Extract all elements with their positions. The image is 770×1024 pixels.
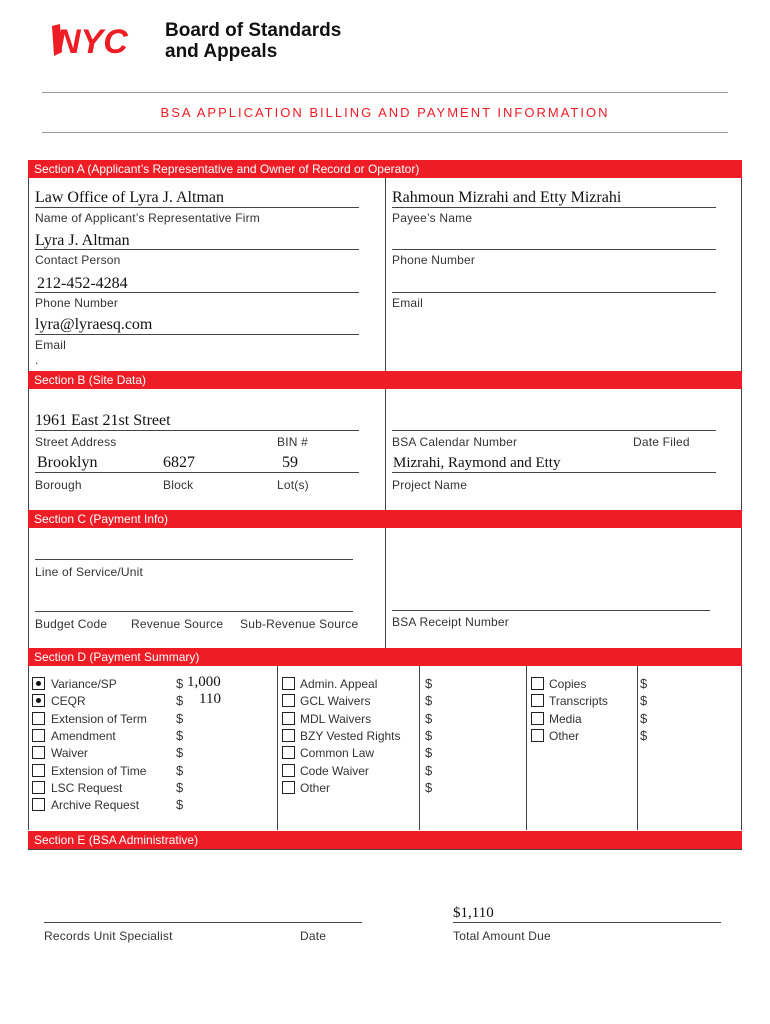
dollar-sign: $ [425, 762, 433, 778]
checkbox[interactable] [32, 712, 45, 725]
firm-name-label: Name of Applicant’s Representative Firm [35, 211, 261, 225]
borough-label: Borough [35, 478, 82, 492]
checkbox-label: Other [300, 780, 331, 795]
checkbox[interactable] [531, 712, 544, 725]
calendar-number-line[interactable] [392, 430, 716, 431]
checkbox-label: Admin. Appeal [300, 677, 378, 691]
records-specialist-line[interactable] [44, 922, 362, 923]
section-b-divider [385, 389, 386, 510]
checkbox[interactable] [531, 694, 544, 707]
total-amount-label: Total Amount Due [453, 929, 551, 943]
page-title: BSA APPLICATION BILLING AND PAYMENT INFORMATION [160, 105, 610, 120]
checkbox[interactable] [282, 677, 295, 690]
dollar-sign: $ [176, 727, 184, 743]
checkbox-label: Amendment [51, 728, 116, 743]
dollar-sign: $ [176, 676, 184, 691]
checkbox[interactable] [32, 798, 45, 811]
dollar-sign: $ [425, 693, 433, 709]
checkbox-label: Common Law [300, 746, 375, 761]
line-of-service-line[interactable] [35, 559, 353, 560]
dollar-sign: $ [176, 745, 184, 761]
records-specialist-label: Records Unit Specialist [44, 929, 173, 943]
section-e-box-top [28, 849, 742, 850]
checkbox[interactable] [32, 746, 45, 759]
dollar-sign: $ [640, 676, 648, 691]
borough-block-lot-line [35, 472, 359, 473]
line-of-service-label: Line of Service/Unit [35, 565, 144, 579]
title-bottom-rule [42, 132, 728, 133]
project-name-value[interactable]: Mizrahi, Raymond and Etty [393, 455, 561, 471]
phone-value[interactable]: 212-452-4284 [37, 275, 128, 292]
checkbox[interactable] [32, 677, 45, 690]
checkbox-label: BZY Vested Rights [300, 728, 401, 743]
contact-person-value[interactable]: Lyra J. Altman [35, 232, 130, 249]
checkbox[interactable] [282, 781, 295, 794]
dollar-sign: $ [176, 779, 184, 795]
checkbox[interactable] [32, 764, 45, 777]
checkbox-label: Extension of Term [51, 711, 147, 726]
budget-code-line[interactable] [35, 611, 353, 612]
revenue-source-label: Revenue Source [131, 617, 224, 631]
block-label: Block [163, 478, 194, 492]
contact-person-line [35, 249, 359, 250]
dollar-sign: $ [640, 693, 648, 709]
section-d-divider-4 [637, 666, 638, 830]
email-label: Email [35, 338, 67, 352]
calendar-number-label: BSA Calendar Number [392, 435, 518, 449]
checkbox[interactable] [282, 712, 295, 725]
checkbox[interactable] [32, 729, 45, 742]
dollar-sign: $ [425, 779, 433, 795]
amount-value[interactable]: 110 [199, 691, 221, 708]
section-c-heading: Section C (Payment Info) [28, 510, 742, 528]
receipt-number-label: BSA Receipt Number [392, 615, 509, 629]
nyc-logo-graphic [52, 22, 158, 60]
payee-phone-label: Phone Number [392, 253, 476, 267]
org-name-line2: and Appeals [165, 41, 278, 62]
date-filed-label: Date Filed [633, 435, 690, 449]
dollar-sign: $ [176, 797, 184, 813]
checkbox-label: Waiver [51, 746, 88, 761]
dollar-sign: $ [425, 676, 433, 691]
section-d-divider-3 [526, 666, 527, 830]
checkbox-label: Variance/SP [51, 677, 117, 691]
section-d-divider-1 [277, 666, 278, 830]
section-d-divider-2 [419, 666, 420, 830]
street-address-label: Street Address [35, 435, 117, 449]
checkbox[interactable] [282, 729, 295, 742]
dollar-sign: $ [640, 710, 648, 726]
payee-email-line[interactable] [392, 292, 716, 293]
checkbox-label: Extension of Time [51, 763, 147, 778]
firm-name-line [35, 207, 359, 208]
payee-email-label: Email [392, 296, 424, 310]
checkbox-label: Code Waiver [300, 763, 369, 778]
nyc-logo [52, 22, 158, 60]
section-a-heading: Section A (Applicant’s Representative and Owner of Record or Operator) [28, 160, 742, 178]
section-a-divider [385, 178, 386, 371]
amount-value[interactable]: 1,000 [187, 674, 221, 690]
phone-line [35, 292, 359, 293]
checkbox-label: Other [549, 728, 580, 743]
borough-value[interactable]: Brooklyn [37, 454, 98, 471]
section-e-heading: Section E (BSA Administrative) [28, 831, 742, 849]
dollar-sign: $ [176, 710, 184, 726]
street-address-line [35, 430, 359, 431]
lot-label: Lot(s) [277, 478, 309, 492]
section-b-heading: Section B (Site Data) [28, 371, 742, 389]
checkbox-label: CEQR [51, 694, 86, 709]
org-name-line1: Board of Standards [165, 20, 342, 41]
checkbox[interactable] [32, 694, 45, 707]
block-value[interactable]: 6827 [163, 454, 195, 471]
section-c-divider [385, 528, 386, 648]
payee-name-line [392, 207, 716, 208]
phone-label: Phone Number [35, 296, 119, 310]
dollar-sign: $ [425, 727, 433, 743]
street-address-value[interactable]: 1961 East 21st Street [35, 412, 171, 429]
checkbox[interactable] [32, 781, 45, 794]
checkbox-label: Archive Request [51, 798, 140, 813]
payee-name-label: Payee’s Name [392, 211, 473, 225]
payee-name-value[interactable]: Rahmoun Mizrahi and Etty Mizrahi [392, 189, 622, 206]
date-label: Date [300, 929, 327, 943]
total-amount-value[interactable]: $1,110 [453, 905, 494, 921]
checkbox[interactable] [282, 746, 295, 759]
project-name-label: Project Name [392, 478, 468, 492]
project-name-line [392, 472, 716, 473]
dollar-sign: $ [640, 727, 648, 743]
stray-dot: . [35, 353, 39, 367]
checkbox-label: Transcripts [549, 694, 608, 709]
checkbox[interactable] [282, 764, 295, 777]
section-d-heading: Section D (Payment Summary) [28, 648, 742, 666]
email-value[interactable]: lyra@lyraesq.com [35, 316, 153, 333]
bin-label: BIN # [277, 435, 309, 449]
receipt-number-line[interactable] [392, 610, 710, 611]
email-line [35, 334, 359, 335]
budget-code-label: Budget Code [35, 617, 108, 631]
checkbox-label: Media [549, 711, 582, 726]
dollar-sign: $ [425, 710, 433, 726]
title-top-rule [42, 92, 728, 93]
checkbox-label: MDL Waivers [300, 711, 372, 726]
checkbox[interactable] [282, 694, 295, 707]
lot-value[interactable]: 59 [282, 454, 298, 471]
checkbox-label: GCL Waivers [300, 694, 371, 709]
payee-phone-line[interactable] [392, 249, 716, 250]
dollar-sign: $ [176, 693, 184, 709]
checkbox-label: Copies [549, 677, 587, 691]
sub-revenue-source-label: Sub-Revenue Source [240, 617, 359, 631]
logo-lettering: NYC [56, 23, 128, 60]
checkbox-label: LSC Request [51, 780, 123, 795]
firm-name-value[interactable]: Law Office of Lyra J. Altman [35, 189, 224, 206]
dollar-sign: $ [176, 762, 184, 778]
dollar-sign: $ [425, 745, 433, 761]
checkbox[interactable] [531, 677, 544, 690]
total-amount-line [453, 922, 721, 923]
checkbox[interactable] [531, 729, 544, 742]
contact-person-label: Contact Person [35, 253, 121, 267]
